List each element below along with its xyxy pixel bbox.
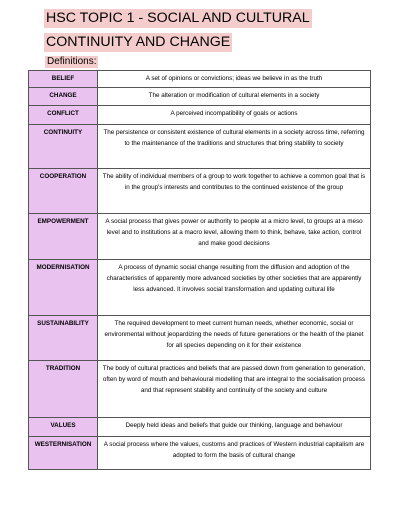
term-cell: VALUES [29,418,98,437]
table-row [29,361,371,418]
table-row [29,106,371,125]
term-cell: COOPERATION [29,169,98,214]
definition-cell: The required development to meet current human needs, whether economic, social or environmental without jeopardizing the needs of future generations or the health of the planet for all species depending on it for their existence [98,316,371,361]
table-row [29,88,371,106]
term-cell: EMPOWERMENT [29,214,98,260]
definition-cell: Deeply held ideas and beliefs that guide our thinking, language and behaviour [98,418,371,437]
definitions-table-body [29,71,371,470]
definitions-table [28,70,371,470]
definition-cell: A perceived incompatibility of goals or actions [98,106,371,125]
table-row [29,71,371,88]
definition-cell: The body of cultural practices and beliefs that are passed down from generation to generation, often by word of mouth and behavioural modelling that are integral to the socialisation process and that represent stability and continuity of the society and culture [98,361,371,418]
term-cell: TRADITION [29,361,98,418]
term-cell: CONFLICT [29,106,98,125]
term-cell: SUSTAINABILITY [29,316,98,361]
term-cell: MODERNISATION [29,260,98,316]
definition-cell: A set of opinions or convictions; ideas we believe in as the truth [98,71,371,88]
definition-cell: A social process that gives power or authority to people at a micro level, to groups at a meso level and to institutions at a macro level, allowing them to think, behave, take action, control and make good decisions [98,214,371,260]
definitions-heading: Definitions: [47,56,97,67]
term-cell: CHANGE [29,88,98,106]
page-title-line-2: CONTINUITY AND CHANGE [46,34,231,50]
table-row [29,316,371,361]
definition-cell: The alteration or modification of cultural elements in a society [98,88,371,106]
definition-cell: The persistence or consistent existence of cultural elements in a society across time, referring to the maintenance of the traditions and structures that bring stability to society [98,125,371,169]
term-cell: BELIEF [29,71,98,88]
table-row [29,260,371,316]
page-title-line-1: HSC TOPIC 1 - SOCIAL AND CULTURAL [46,10,310,26]
table-row [29,418,371,437]
term-cell: CONTINUITY [29,125,98,169]
table-row [29,437,371,470]
definition-cell: A process of dynamic social change resulting from the diffusion and adoption of the characteristics of apparently more advanced societies by other societies that are apparently less advanced. It involves social transformation and updating cultural life [98,260,371,316]
definition-cell: The ability of individual members of a group to work together to achieve a common goal that is in the group's interests and contributes to the continued existence of the group [98,169,371,214]
term-cell: WESTERNISATION [29,437,98,470]
table-row [29,169,371,214]
definition-cell: A social process where the values, customs and practices of Western industrial capitalism are adopted to form the basis of cultural change [98,437,371,470]
table-row [29,214,371,260]
table-row [29,125,371,169]
